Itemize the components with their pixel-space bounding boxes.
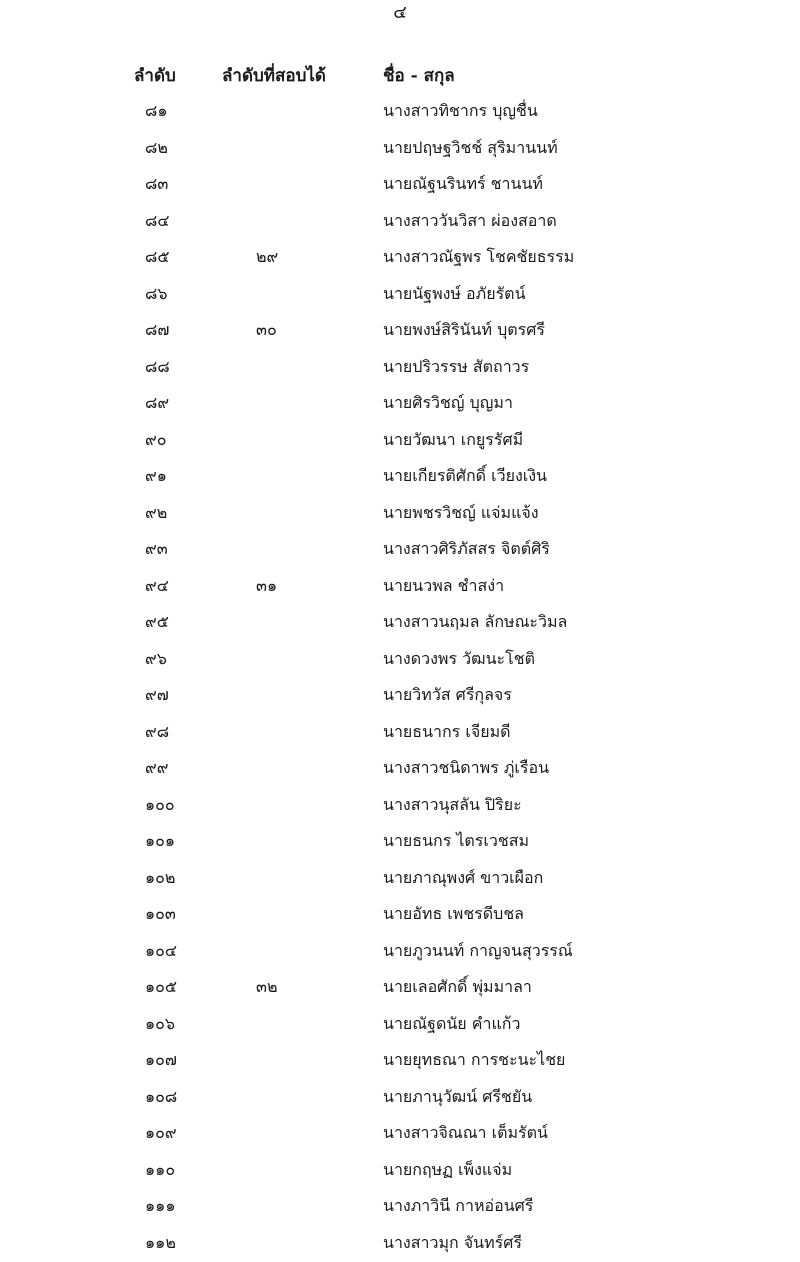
- row-name: นายพชรวิชญ์ แจ่มแจ้ง: [383, 502, 539, 522]
- row-name: นายธนากร เจียมดี: [383, 721, 511, 741]
- row-order: ๑๐๑: [145, 831, 176, 850]
- table-row: [0, 1151, 800, 1188]
- row-name: นายณัฐนรินทร์ ชานนท์: [383, 174, 543, 193]
- table-row: [0, 1078, 800, 1115]
- row-order: ๘๔: [145, 210, 170, 230]
- row-name: นางสาวทิชากร บุญชื่น: [383, 101, 538, 120]
- row-order: ๙๐: [145, 429, 167, 449]
- row-order: ๑๑๐: [145, 1159, 176, 1179]
- table-row: [0, 749, 800, 786]
- row-order: ๑๐๒: [145, 867, 176, 887]
- row-name: นางสาวจิณณา เต็มรัตน์: [383, 1123, 548, 1142]
- table-row: [0, 786, 800, 823]
- header-name: ชื่อ - สกุล: [383, 66, 455, 86]
- row-name: นางสาวนฤมล ลักษณะวิมล: [383, 612, 568, 631]
- row-order: ๙๑: [145, 466, 167, 485]
- row-name: นางสาวศิริภัสสร จิตต์ศิริ: [383, 539, 550, 558]
- row-name: นายณัฐดนัย คำแก้ว: [383, 1013, 521, 1033]
- row-order: ๘๓: [145, 174, 169, 193]
- table-row: [0, 275, 800, 312]
- row-name: นางสาวณัฐพร โชคชัยธรรม: [383, 247, 575, 266]
- row-order: ๙๙: [145, 758, 169, 777]
- row-order: ๘๗: [145, 320, 170, 339]
- table-row: [0, 202, 800, 239]
- row-name: นายวัฒนา เกยูรรัศมี: [383, 429, 524, 449]
- table-row: [0, 311, 800, 348]
- row-name: นายนัฐพงษ์ อภัยรัตน์: [383, 283, 526, 303]
- row-name: นายกฤษฏ เพ็งแจ่ม: [383, 1159, 513, 1179]
- table-row: [0, 895, 800, 932]
- header-passed-rank: ลำดับที่สอบได้: [222, 66, 326, 86]
- row-name: นางสาววันวิสา ผ่องสอาด: [383, 210, 557, 230]
- row-name: นายศิรวิชญ์ บุญมา: [383, 393, 513, 412]
- row-name: นางสาวชนิดาพร ภู่เรือน: [383, 758, 550, 777]
- row-passed-rank: ๒๙: [256, 247, 279, 266]
- row-passed-rank: ๓๑: [256, 575, 278, 595]
- row-order: ๘๑: [145, 101, 168, 120]
- table-row: [0, 1041, 800, 1078]
- row-name: นางดวงพร วัฒนะโชติ: [383, 648, 535, 668]
- row-order: ๑๐๘: [145, 1086, 178, 1106]
- row-name: นายภูวนนท์ กาญจนสุวรรณ์: [383, 940, 573, 960]
- row-order: ๘๖: [145, 283, 168, 303]
- table-row: [0, 530, 800, 567]
- row-order: ๙๔: [145, 575, 169, 595]
- row-name: นายนวพล ชำสง่า: [383, 575, 505, 595]
- table-row: [0, 92, 800, 129]
- row-order: ๙๓: [145, 539, 168, 558]
- table-row: [0, 129, 800, 166]
- row-name: นายภาณุพงศ์ ขาวเผือก: [383, 867, 544, 887]
- table-row: [0, 1187, 800, 1224]
- row-passed-rank: ๓๒: [256, 977, 278, 996]
- row-order: ๘๘: [145, 356, 170, 376]
- row-name: นายพงษ์สิรินันท์ บุตรศรี: [383, 320, 545, 339]
- table-header: [0, 58, 800, 90]
- table-row: [0, 1224, 800, 1261]
- row-order: ๑๐๓: [145, 904, 176, 923]
- row-order: ๑๐๕: [145, 977, 178, 996]
- row-order: ๑๐๖: [145, 1013, 176, 1033]
- row-name: นายอัทธ เพชรดีบชล: [383, 904, 524, 923]
- table-row: [0, 421, 800, 458]
- table-row: [0, 384, 800, 421]
- table-row: [0, 822, 800, 859]
- row-name: นายปฤษฐวิชช์ สุริมานนท์: [383, 137, 558, 157]
- row-order: ๘๒: [145, 137, 168, 157]
- row-name: นายยุทธณา การชะนะไชย: [383, 1050, 566, 1069]
- row-name: นางภาวินี กาหอ่อนศรี: [383, 1196, 534, 1215]
- table-row: [0, 238, 800, 275]
- table-row: [0, 640, 800, 677]
- row-order: ๙๗: [145, 685, 169, 704]
- page-number: ๔: [393, 2, 407, 23]
- row-passed-rank: ๓๐: [256, 320, 277, 339]
- row-name: นายปริวรรษ สัตถาวร: [383, 356, 530, 376]
- table-row: [0, 968, 800, 1005]
- row-name: นายธนกร ไตรเวชสม: [383, 831, 530, 850]
- row-order: ๑๑๑: [145, 1196, 176, 1215]
- row-order: ๘๙: [145, 393, 170, 412]
- row-order: ๑๑๒: [145, 1232, 176, 1252]
- row-name: นายวิทวัส ศรีกุลจร: [383, 685, 512, 704]
- row-order: ๑๐๗: [145, 1050, 177, 1069]
- table-row: [0, 713, 800, 750]
- row-order: ๑๐๐: [145, 794, 175, 814]
- table-row: [0, 859, 800, 896]
- table-row: [0, 1005, 800, 1042]
- name-list: [0, 92, 800, 1260]
- row-order: ๑๐๙: [145, 1123, 177, 1142]
- row-order: ๙๘: [145, 721, 170, 741]
- table-row: [0, 932, 800, 969]
- table-row: [0, 1114, 800, 1151]
- table-row: [0, 494, 800, 531]
- header-order: ลำดับ: [134, 66, 176, 86]
- table-row: [0, 348, 800, 385]
- table-row: [0, 457, 800, 494]
- row-name: นางสาวนุสลัน ปิริยะ: [383, 794, 522, 814]
- table-row: [0, 165, 800, 202]
- row-name: นายเลอศักดิ์ พุ่มมาลา: [383, 977, 532, 996]
- table-row: [0, 567, 800, 604]
- row-order: ๑๐๔: [145, 940, 178, 960]
- row-name: นายภานุวัฒน์ ศรีชยัน: [383, 1086, 533, 1106]
- row-order: ๙๒: [145, 502, 168, 522]
- row-order: ๘๕: [145, 247, 170, 266]
- table-row: [0, 603, 800, 640]
- row-order: ๙๖: [145, 648, 167, 668]
- row-order: ๙๕: [145, 612, 169, 631]
- table-row: [0, 676, 800, 713]
- row-name: นายเกียรติศักดิ์ เวียงเงิน: [383, 466, 547, 485]
- row-name: นางสาวมุก จันทร์ศรี: [383, 1232, 522, 1252]
